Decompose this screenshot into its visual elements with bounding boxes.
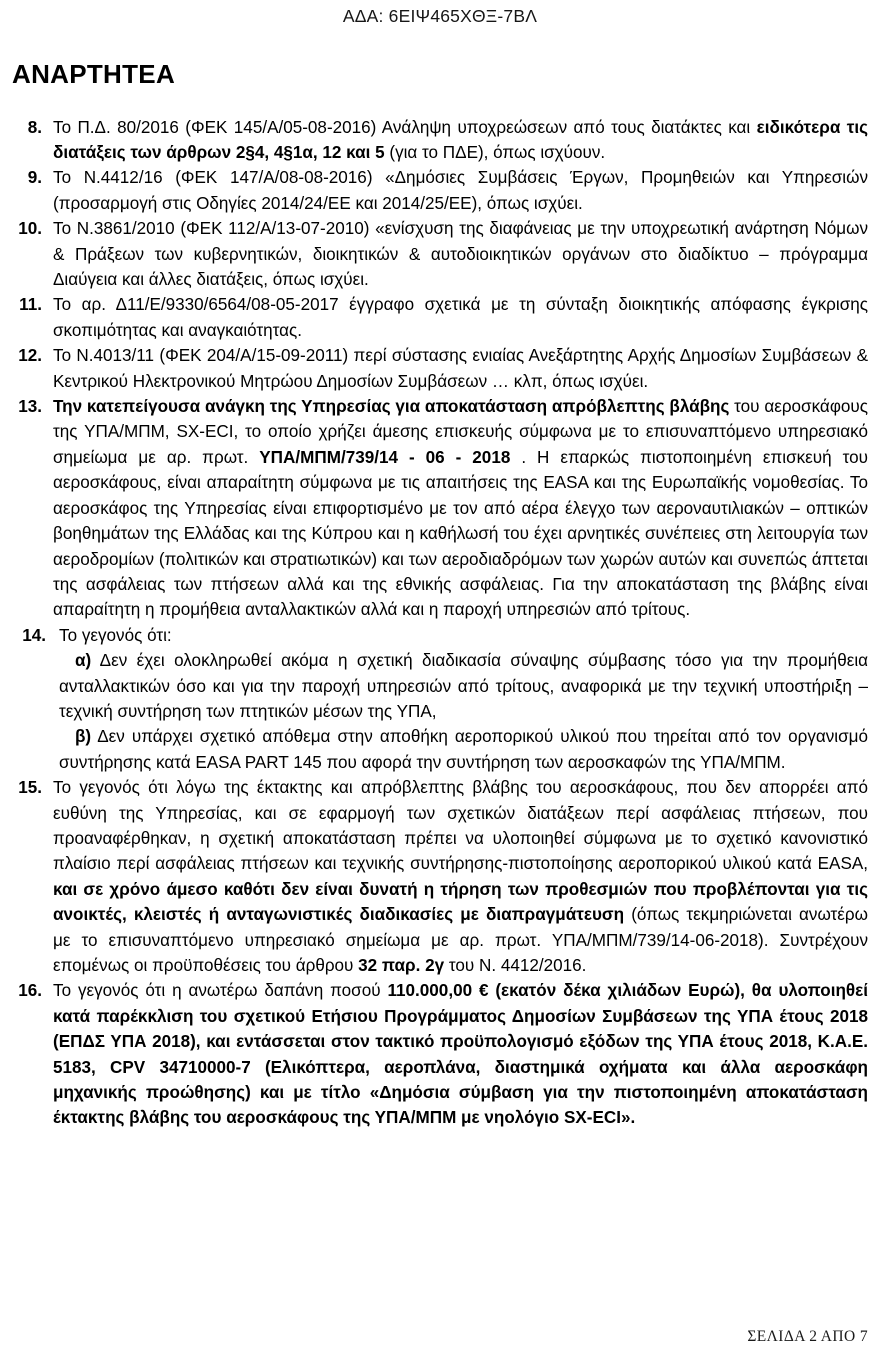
emphasis-text: 110.000,00 € (εκατόν δέκα χιλιάδων Ευρώ), θα υλοποιηθεί κατά παρέκκλιση του σχετικού Ετήσιου Προγράμματος Δημοσίων Συμβάσεων της ΥΠΑ έτους 2018 (ΕΠΔΣ ΥΠΑ 2018), και εντάσσεται στον τακτικό προϋπολογισμό εξόδων της ΥΠΑ έτους 2018, Κ.Α.Ε. 5183, CPV 34710000-7 (Ελικόπτερα, αεροπλάνα, διαστημικά οχήματα και άλλα αεροσκάφη μηχανικής προώθησης) και με τίτλο «Δημόσια σύμβαση για την πιστοποιημένη αποκατάσταση έκτακτης βλάβης του αεροσκάφους της ΥΠΑ/ΜΠΜ με νηολόγιο SX-ECI». <box>53 981 868 1128</box>
clause-text: του Ν. 4412/2016. <box>444 956 587 975</box>
clause-body <box>42 292 868 343</box>
clause-body <box>42 115 868 166</box>
clause-body <box>42 978 868 1130</box>
clause-subitem <box>59 648 868 724</box>
clause-body <box>42 165 868 216</box>
clause-text: Το Ν.3861/2010 (ΦΕΚ 112/Α/13-07-2010) «ενίσχυση της διαφάνειας με την υποχρεωτική ανάρτηση Νόμων & Πράξεων των κυβερνητικών, διοικητικών & αυτοδιοικητικών οργάνων στο διαδίκτυο – πρόγραμμα Διαύγεια και άλλες διατάξεις, όπως ισχύει. <box>53 219 868 290</box>
ada-protocol-header: ΑΔΑ: 6ΕΙΨ465ΧΘΞ-7ΒΛ <box>342 6 538 26</box>
clause-item <box>12 115 868 166</box>
clause-text: του αεροσκάφους της ΥΠΑ/ΜΠΜ, SX-ECI, το οποίο χρήζει άμεσης επισκευής σύμφωνα με το επισυναπτόμενο υπηρεσιακό σημείωμα με αρ. πρωτ. <box>53 397 868 467</box>
clause-item <box>12 216 868 292</box>
clause-number: 14. <box>22 625 46 645</box>
clause-item <box>12 343 868 394</box>
clause-number: 8. <box>27 117 42 137</box>
clause-number: 11. <box>19 295 42 315</box>
clause-item <box>12 292 868 343</box>
clause-body <box>46 623 868 775</box>
page-footer: ΣΕΛΙΔΑ 2 ΑΠΟ 7 <box>747 1328 868 1345</box>
clause-text: Το Ν.4412/16 (ΦΕΚ 147/Α/08-08-2016) «Δημόσιες Συμβάσεις Έργων, Προμηθειών και Υπηρεσιών (προσαρμογή στις Οδηγίες 2014/24/ΕΕ και 2014/25/ΕΕ), όπως ισχύει. <box>53 168 868 213</box>
page-title: ΑΝΑΡΤΗΤΕΑ <box>12 59 176 89</box>
clause-text: Το Ν.4013/11 (ΦΕΚ 204/Α/15-09-2011) περί σύστασης ενιαίας Ανεξάρτητης Αρχής Δημοσίων Συμβάσεων & Κεντρικού Ηλεκτρονικού Μητρώου Δημοσίων Συμβάσεων … κλπ, όπως ισχύει. <box>53 346 868 391</box>
clause-text: Το αρ. Δ11/Ε/9330/6564/08-05-2017 έγγραφο σχετικά με τη σύνταξη διοικητικής απόφασης έγκρισης σκοπιμότητας και αναγκαιότητας. <box>53 295 868 340</box>
clause-number: 16. <box>18 981 42 1001</box>
clause-text: Το γεγονός ότι λόγω της έκτακτης και απρόβλεπτης βλάβης του αεροσκάφους, που δεν απορρέει από ευθύνη της Υπηρεσίας, και σε εφαρμογή των σχετικών διατάξεων περί ασφάλειας πτήσεων, που προαναφέρθηκαν, η σχετική αποκατάσταση πρέπει να υλοποιηθεί σύμφωνα με το σχετικό κανονιστικό πλαίσιο περί ασφάλειας πτήσεων και τεχνικής συντήρησης-πιστοποίησης αεροπορικού υλικού κατά EASA, <box>53 778 868 874</box>
clause-item <box>12 623 868 775</box>
emphasis-text: ειδικότερα τις διατάξεις των άρθρων 2§4, 4§1α, 12 και 5 <box>53 117 869 162</box>
clause-text: (όπως τεκμηριώνεται ανωτέρω με το επισυναπτόμενο υπηρεσιακό σημείωμα με αρ. πρωτ. ΥΠΑ/ΜΠΜ/739/14-06-2018). Συντρέχουν επομένως οι προϋποθέσεις του άρθρου <box>53 905 868 975</box>
clause-item <box>12 165 868 216</box>
clause-text: Δεν έχει ολοκληρωθεί ακόμα η σχετική διαδικασία σύναψης σύμβασης τόσο για την προμήθεια ανταλλακτικών όσο και για την παροχή υπηρεσιών από τρίτους, αναφορικά με την τεχνική υποστήριξη – τεχνική συντήρηση των πτητικών μέσων της ΥΠΑ, <box>59 651 868 721</box>
clause-number: 12. <box>18 346 42 366</box>
clause-text: . Η επαρκώς πιστοποιημένη επισκευή του αεροσκάφους, είναι απαραίτητη σύμφωνα με τις απαιτήσεις της EASA και της Ευρωπαϊκής νομοθεσίας. Το αεροσκάφος της Υπηρεσίας είναι επιφορτισμένο με τον από αέρα έλεγχο των αεροναυτιλιακών – οπτικών βοηθημάτων της Ελλάδας και της Κύπρου και η καθήλωσή του έχει αρνητικές συνέπειες στη λειτουργία των αεροδρομίων (πολιτικών και στρατιωτικών) και των αεροδιαδρόμων των χωρών αυτών και συνεπώς άπτεται της ασφάλειας των πτήσεων αλλά και της εθνικής ασφάλειας. Για την αποκατάσταση της βλάβης είναι απαραίτητη η προμήθεια ανταλλακτικών αλλά και η παροχή υπηρεσιών από τρίτους. <box>53 447 868 620</box>
clause-item <box>12 775 868 978</box>
clause-number: 9. <box>27 168 42 188</box>
clause-text: (για το ΠΔΕ), όπως ισχύουν. <box>384 143 606 162</box>
emphasis-text: και σε χρόνο άμεσο καθότι δεν είναι δυνατή η τήρηση των προθεσμιών που προβλέπονται για τις ανοικτές, κλειστές ή ανταγωνιστικές διαδικασίες με διαπραγμάτευση <box>53 879 868 925</box>
clause-text: Το γεγονός ότι η ανωτέρω δαπάνη ποσού <box>53 981 388 1001</box>
clause-text: Το γεγονός ότι: <box>59 625 172 645</box>
subitem-marker: α) <box>75 651 92 671</box>
clause-text: Δεν υπάρχει σχετικό απόθεμα στην αποθήκη αεροπορικού υλικού που τηρείται από τον οργανισμό συντήρησης κατά EASA PART 145 που αφορά την συντήρηση των αεροσκαφών της ΥΠΑ/ΜΠΜ. <box>59 727 868 772</box>
emphasis-text: 32 παρ. 2γ <box>358 956 445 975</box>
subitem-marker: β) <box>75 727 92 747</box>
emphasis-text: ΥΠΑ/ΜΠΜ/739/14 - 06 - 2018 <box>259 447 511 467</box>
clause-subitem <box>59 724 868 775</box>
clause-body <box>42 216 868 292</box>
clause-item <box>12 978 868 1130</box>
clause-body <box>42 394 868 623</box>
clause-item <box>12 394 868 623</box>
document-body <box>12 60 868 1131</box>
clause-text: Το Π.Δ. 80/2016 (ΦΕΚ 145/Α/05-08-2016) Ανάληψη υποχρεώσεων από τους διατάκτες και <box>53 117 757 137</box>
emphasis-text: Την κατεπείγουσα ανάγκη της Υπηρεσίας για αποκατάσταση απρόβλεπτης βλάβης <box>53 397 730 417</box>
clause-number: 13. <box>18 397 42 417</box>
clause-body <box>42 343 868 394</box>
clause-number: 10. <box>18 219 42 239</box>
clause-number: 15. <box>18 778 42 798</box>
numbered-clause-list <box>12 115 868 1131</box>
clause-body <box>42 775 868 978</box>
